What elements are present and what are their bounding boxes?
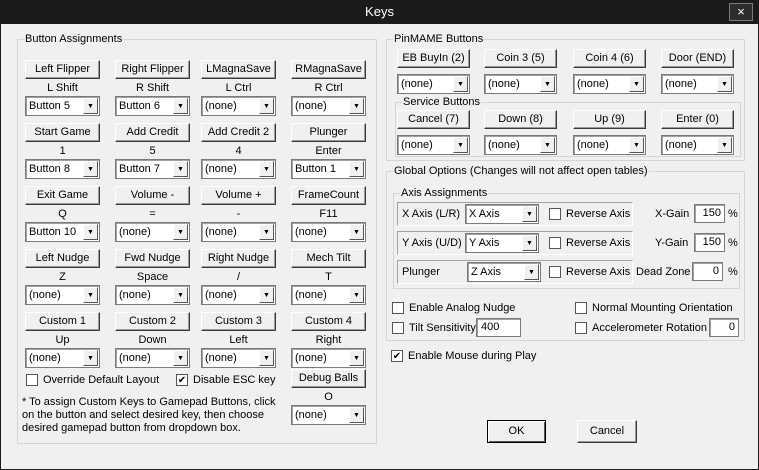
ok-button[interactable]: OK xyxy=(487,420,546,443)
y-gain-unit: % xyxy=(728,237,738,249)
x-axis-l-r-axis-dropdown-value: X Axis xyxy=(469,208,500,220)
plunger-axis-label: Plunger xyxy=(402,266,440,278)
service-up-9-button[interactable]: Up (9) xyxy=(573,110,646,129)
add-credit-2-key: 4 xyxy=(235,145,242,157)
fwd-nudge-key: Space xyxy=(136,271,169,283)
rmagnasave-key: R Ctrl xyxy=(314,82,343,94)
add-credit-2-dropdown-value: (none) xyxy=(205,163,237,175)
disable-esc-key-checkbox[interactable] xyxy=(176,373,286,387)
disable-esc-key-box[interactable]: ✔ xyxy=(177,375,187,386)
normal-mounting-box[interactable] xyxy=(575,302,587,314)
volume-dropdown-value: (none) xyxy=(205,226,237,238)
x-axis-l-r-reverse-axis-box[interactable] xyxy=(549,208,561,220)
chevron-down-icon[interactable]: ▼ xyxy=(629,137,644,153)
y-axis-u-d-axis-dropdown[interactable] xyxy=(465,233,539,253)
coin-3-5-button[interactable]: Coin 3 (5) xyxy=(484,49,557,68)
door-end-button[interactable]: Door (END) xyxy=(661,49,734,68)
add-credit-2-button[interactable]: Add Credit 2 xyxy=(201,123,276,142)
debug-balls-button[interactable]: Debug Balls xyxy=(291,369,366,388)
custom-3-dropdown-value: (none) xyxy=(205,352,237,364)
add-credit-button[interactable]: Add Credit xyxy=(115,123,190,142)
add-credit-dropdown[interactable] xyxy=(115,159,190,179)
service-cancel-7-dropdown[interactable] xyxy=(397,135,470,155)
right-flipper-button[interactable]: Right Flipper xyxy=(115,60,190,79)
debug-balls-key: O xyxy=(324,391,333,403)
right-flipper-key: R Shift xyxy=(135,82,169,94)
title-bar xyxy=(0,0,759,24)
enable-mouse-box[interactable]: ✔ xyxy=(392,351,402,362)
custom-2-dropdown[interactable] xyxy=(115,348,190,368)
fwd-nudge-dropdown[interactable] xyxy=(115,285,190,305)
plunger-reverse-axis-checkbox[interactable] xyxy=(549,265,633,279)
chevron-down-icon[interactable]: ▼ xyxy=(83,224,98,240)
volume-dropdown[interactable] xyxy=(201,222,276,242)
x-axis-l-r-axis-dropdown[interactable] xyxy=(465,204,539,224)
exit-game-button[interactable]: Exit Game xyxy=(25,186,100,205)
chevron-down-icon[interactable]: ▼ xyxy=(259,98,274,114)
custom-2-key: Down xyxy=(138,334,167,346)
coin-4-6-dropdown-value: (none) xyxy=(577,78,609,90)
lmagnasave-dropdown-value: (none) xyxy=(205,100,237,112)
disable-esc-key-label: Disable ESC key xyxy=(193,374,276,386)
plunger-button[interactable]: Plunger xyxy=(291,123,366,142)
volume-key: = xyxy=(149,208,156,220)
chevron-down-icon[interactable]: ▼ xyxy=(540,137,555,153)
accelerometer-rotation-checkbox[interactable] xyxy=(575,321,710,335)
pinmame-buttons-legend: PinMAME Buttons xyxy=(394,33,484,45)
framecount-key: F11 xyxy=(319,208,338,220)
chevron-down-icon[interactable]: ▼ xyxy=(524,264,539,280)
custom-2-button[interactable]: Custom 2 xyxy=(115,312,190,331)
chevron-down-icon[interactable]: ▼ xyxy=(259,350,274,366)
custom-4-button[interactable]: Custom 4 xyxy=(291,312,366,331)
axis-assignments-legend: Axis Assignments xyxy=(401,187,488,199)
custom-4-key: Right xyxy=(315,334,342,346)
dead-zone-label: Dead Zone xyxy=(636,266,691,278)
left-flipper-button[interactable]: Left Flipper xyxy=(25,60,100,79)
left-nudge-key: Z xyxy=(59,271,66,283)
y-axis-u-d-reverse-axis-label: Reverse Axis xyxy=(566,237,631,249)
custom-4-dropdown-value: (none) xyxy=(295,352,327,364)
chevron-down-icon[interactable]: ▼ xyxy=(453,137,468,153)
left-flipper-dropdown[interactable] xyxy=(25,96,100,116)
chevron-down-icon[interactable]: ▼ xyxy=(173,350,188,366)
enable-analog-nudge-label: Enable Analog Nudge xyxy=(409,302,516,314)
cancel-button[interactable]: Cancel xyxy=(577,420,637,443)
chevron-down-icon[interactable]: ▼ xyxy=(173,161,188,177)
y-gain-input[interactable]: 150 xyxy=(694,233,725,252)
custom-3-button[interactable]: Custom 3 xyxy=(201,312,276,331)
chevron-down-icon[interactable]: ▼ xyxy=(540,76,555,92)
fwd-nudge-dropdown-value: (none) xyxy=(119,289,151,301)
service-up-9-dropdown-value: (none) xyxy=(577,139,609,151)
chevron-down-icon[interactable]: ▼ xyxy=(83,161,98,177)
y-axis-u-d-axis-dropdown-value: Y Axis xyxy=(469,237,500,249)
service-cancel-7-dropdown-value: (none) xyxy=(401,139,433,151)
coin-3-5-dropdown[interactable] xyxy=(484,74,557,94)
tilt-sensitivity-label: Tilt Sensitivity xyxy=(409,322,476,334)
chevron-down-icon[interactable]: ▼ xyxy=(349,98,364,114)
coin-3-5-dropdown-value: (none) xyxy=(488,78,520,90)
global-options-group xyxy=(386,165,745,341)
button-assignments-legend: Button Assignments xyxy=(25,33,123,45)
chevron-down-icon[interactable]: ▼ xyxy=(349,161,364,177)
dialog-body xyxy=(0,24,759,470)
chevron-down-icon[interactable]: ▼ xyxy=(173,224,188,240)
global-options-legend: Global Options (Changes will not affect open tables) xyxy=(394,165,648,177)
custom-3-key: Left xyxy=(229,334,248,346)
normal-mounting-checkbox[interactable] xyxy=(575,301,740,315)
chevron-down-icon[interactable]: ▼ xyxy=(173,287,188,303)
volume-button[interactable]: Volume + xyxy=(201,186,276,205)
chevron-down-icon[interactable]: ▼ xyxy=(717,76,732,92)
service-enter-0-button[interactable]: Enter (0) xyxy=(661,110,734,129)
right-nudge-button[interactable]: Right Nudge xyxy=(201,249,276,268)
mech-tilt-dropdown[interactable] xyxy=(291,285,366,305)
rmagnasave-dropdown[interactable] xyxy=(291,96,366,116)
start-game-dropdown-value: Button 8 xyxy=(29,163,70,175)
start-game-key: 1 xyxy=(59,145,66,157)
custom-1-dropdown[interactable] xyxy=(25,348,100,368)
window-title: Keys xyxy=(365,4,394,19)
chevron-down-icon[interactable]: ▼ xyxy=(83,287,98,303)
button-assignments-group xyxy=(17,33,377,444)
chevron-down-icon[interactable]: ▼ xyxy=(83,98,98,114)
chevron-down-icon[interactable]: ▼ xyxy=(83,350,98,366)
volume-dropdown[interactable] xyxy=(115,222,190,242)
volume-button[interactable]: Volume - xyxy=(115,186,190,205)
rmagnasave-button[interactable]: RMagnaSave xyxy=(291,60,366,79)
chevron-down-icon[interactable]: ▼ xyxy=(522,206,537,222)
eb-buyin-2-button[interactable]: EB BuyIn (2) xyxy=(397,49,470,68)
service-down-8-dropdown[interactable] xyxy=(484,135,557,155)
plunger-reverse-axis-label: Reverse Axis xyxy=(566,266,631,278)
service-up-9-dropdown[interactable] xyxy=(573,135,646,155)
x-axis-l-r-axis-label: X Axis (L/R) xyxy=(402,208,461,220)
x-axis-l-r-reverse-axis-label: Reverse Axis xyxy=(566,208,631,220)
door-end-dropdown-value: (none) xyxy=(665,78,697,90)
debug-balls-dropdown-value: (none) xyxy=(295,409,327,421)
x-axis-l-r-reverse-axis-checkbox[interactable] xyxy=(549,207,633,221)
chevron-down-icon[interactable]: ▼ xyxy=(259,287,274,303)
enable-analog-nudge-box[interactable] xyxy=(392,302,404,314)
lmagnasave-key: L Ctrl xyxy=(225,82,252,94)
mech-tilt-key: T xyxy=(325,271,332,283)
x-gain-label: X-Gain xyxy=(655,208,690,220)
plunger-axis-dropdown[interactable] xyxy=(467,262,541,282)
enable-mouse-checkbox[interactable] xyxy=(391,349,561,363)
custom-1-dropdown-value: (none) xyxy=(29,352,61,364)
fwd-nudge-button[interactable]: Fwd Nudge xyxy=(115,249,190,268)
chevron-down-icon[interactable]: ▼ xyxy=(349,350,364,366)
chevron-down-icon[interactable]: ▼ xyxy=(259,224,274,240)
accelerometer-rotation-label: Accelerometer Rotation xyxy=(592,322,707,334)
service-buttons-group xyxy=(395,96,741,157)
exit-game-key: Q xyxy=(58,208,67,220)
plunger-axis-dropdown-value: Z Axis xyxy=(471,266,501,278)
framecount-dropdown-value: (none) xyxy=(295,226,327,238)
chevron-down-icon[interactable]: ▼ xyxy=(349,224,364,240)
tilt-sensitivity-input[interactable]: 400 xyxy=(476,318,521,337)
custom-2-dropdown-value: (none) xyxy=(119,352,151,364)
plunger-dropdown-value: Button 1 xyxy=(295,163,336,175)
framecount-dropdown[interactable] xyxy=(291,222,366,242)
door-end-dropdown[interactable] xyxy=(661,74,734,94)
override-default-layout-box[interactable] xyxy=(26,374,38,386)
custom-1-button[interactable]: Custom 1 xyxy=(25,312,100,331)
right-nudge-dropdown-value: (none) xyxy=(205,289,237,301)
service-enter-0-dropdown-value: (none) xyxy=(665,139,697,151)
y-axis-u-d-reverse-axis-box[interactable] xyxy=(549,237,561,249)
eb-buyin-2-dropdown[interactable] xyxy=(397,74,470,94)
service-buttons-legend: Service Buttons xyxy=(403,96,481,108)
y-axis-u-d-reverse-axis-checkbox[interactable] xyxy=(549,236,633,250)
debug-balls-dropdown[interactable] xyxy=(291,405,366,425)
chevron-down-icon[interactable]: ▼ xyxy=(453,76,468,92)
plunger-dropdown[interactable] xyxy=(291,159,366,179)
accelerometer-rotation-box[interactable] xyxy=(575,322,587,334)
right-nudge-key: / xyxy=(236,271,241,283)
chevron-down-icon[interactable]: ▼ xyxy=(349,287,364,303)
x-gain-unit: % xyxy=(728,208,738,220)
tilt-sensitivity-box[interactable] xyxy=(392,322,404,334)
enable-analog-nudge-checkbox[interactable] xyxy=(392,301,552,315)
left-nudge-button[interactable]: Left Nudge xyxy=(25,249,100,268)
eb-buyin-2-dropdown-value: (none) xyxy=(401,78,433,90)
mech-tilt-dropdown-value: (none) xyxy=(295,289,327,301)
chevron-down-icon[interactable]: ▼ xyxy=(717,137,732,153)
exit-game-dropdown[interactable] xyxy=(25,222,100,242)
chevron-down-icon[interactable]: ▼ xyxy=(349,407,364,423)
pinmame-buttons-group xyxy=(386,33,745,161)
override-default-layout-label: Override Default Layout xyxy=(43,374,160,386)
coin-4-6-dropdown[interactable] xyxy=(573,74,646,94)
left-flipper-dropdown-value: Button 5 xyxy=(29,100,70,112)
start-game-button[interactable]: Start Game xyxy=(25,123,100,142)
start-game-dropdown[interactable] xyxy=(25,159,100,179)
exit-game-dropdown-value: Button 10 xyxy=(29,226,77,238)
left-nudge-dropdown-value: (none) xyxy=(29,289,61,301)
volume-key: - xyxy=(236,208,241,220)
add-credit-dropdown-value: Button 7 xyxy=(119,163,160,175)
plunger-reverse-axis-box[interactable] xyxy=(549,266,561,278)
custom-keys-note: * To assign Custom Keys to Gamepad Buttons, click on the button and select desired key, then choose desired gamepad button from dropdown box. xyxy=(22,396,276,434)
lmagnasave-button[interactable]: LMagnaSave xyxy=(201,60,276,79)
lmagnasave-dropdown[interactable] xyxy=(201,96,276,116)
service-cancel-7-button[interactable]: Cancel (7) xyxy=(397,110,470,129)
chevron-down-icon[interactable]: ▼ xyxy=(522,235,537,251)
custom-4-dropdown[interactable] xyxy=(291,348,366,368)
dead-zone-unit: % xyxy=(728,266,738,278)
close-icon[interactable]: × xyxy=(729,3,753,21)
left-flipper-key: L Shift xyxy=(47,82,78,94)
plunger-key: Enter xyxy=(315,145,342,157)
rmagnasave-dropdown-value: (none) xyxy=(295,100,327,112)
volume-dropdown-value: (none) xyxy=(119,226,151,238)
coin-4-6-button[interactable]: Coin 4 (6) xyxy=(573,49,646,68)
chevron-down-icon[interactable]: ▼ xyxy=(629,76,644,92)
right-flipper-dropdown-value: Button 6 xyxy=(119,100,160,112)
override-default-layout-checkbox[interactable] xyxy=(26,373,176,387)
service-down-8-button[interactable]: Down (8) xyxy=(484,110,557,129)
accelerometer-rotation-input[interactable]: 0 xyxy=(709,318,739,337)
y-axis-u-d-axis-label: Y Axis (U/D) xyxy=(402,237,462,249)
custom-1-key: Up xyxy=(55,334,70,346)
custom-3-dropdown[interactable] xyxy=(201,348,276,368)
service-down-8-dropdown-value: (none) xyxy=(488,139,520,151)
chevron-down-icon[interactable]: ▼ xyxy=(259,161,274,177)
right-flipper-dropdown[interactable] xyxy=(115,96,190,116)
service-enter-0-dropdown[interactable] xyxy=(661,135,734,155)
tilt-sensitivity-checkbox[interactable] xyxy=(392,321,482,335)
left-nudge-dropdown[interactable] xyxy=(25,285,100,305)
chevron-down-icon[interactable]: ▼ xyxy=(173,98,188,114)
dead-zone-input[interactable]: 0 xyxy=(692,262,723,281)
enable-mouse-label: Enable Mouse during Play xyxy=(408,350,537,362)
framecount-button[interactable]: FrameCount xyxy=(291,186,366,205)
add-credit-2-dropdown[interactable] xyxy=(201,159,276,179)
mech-tilt-button[interactable]: Mech Tilt xyxy=(291,249,366,268)
right-nudge-dropdown[interactable] xyxy=(201,285,276,305)
add-credit-key: 5 xyxy=(149,145,156,157)
y-gain-label: Y-Gain xyxy=(655,237,689,249)
normal-mounting-label: Normal Mounting Orientation xyxy=(592,302,733,314)
x-gain-input[interactable]: 150 xyxy=(694,204,725,223)
